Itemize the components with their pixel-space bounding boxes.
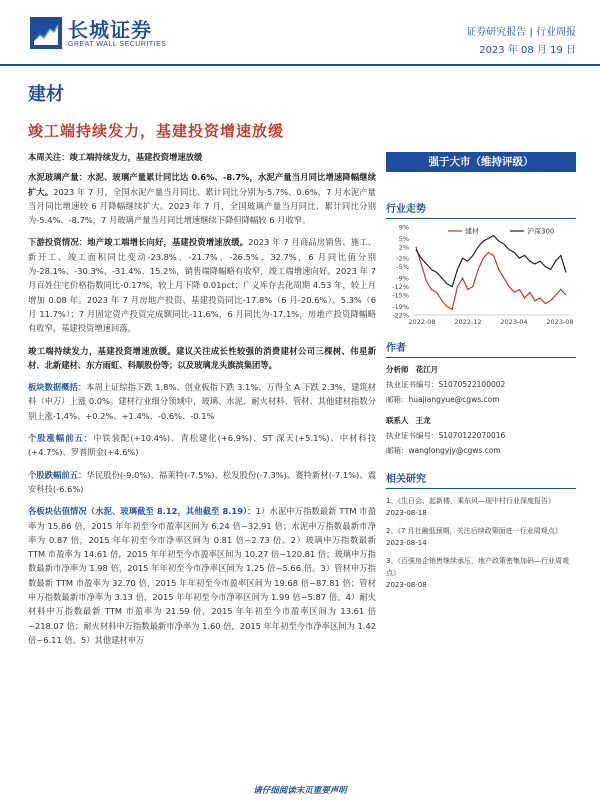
chart-y-tick-label: 2%	[398, 243, 409, 252]
report-type: 证券研究报告 | 行业周报	[466, 27, 576, 38]
chart-series-line	[416, 247, 566, 309]
related-report-2-title[interactable]: 2、《7 月社融低预期，关注后续政策面进一行业周观点》	[386, 527, 562, 535]
analyst-2-cert: 执业证书编号：S1070122070016	[386, 431, 506, 440]
paragraph-production	[28, 170, 376, 227]
chart-y-tick-label: -22%	[392, 311, 409, 320]
weekly-focus	[28, 150, 376, 164]
chart-legend-label: 沪深300	[527, 227, 555, 236]
analyst-2-email[interactable]: 邮箱：wanglongyjy@cgws.com	[386, 446, 501, 455]
company-logo	[30, 16, 166, 50]
trend-chart-svg	[386, 219, 576, 331]
chart-y-tick-label: 5%	[398, 234, 409, 243]
sector-data-label: 板块数据概括：	[28, 382, 87, 393]
chart-x-tick-label: 2022-12	[454, 318, 482, 326]
analyst-1	[386, 362, 576, 407]
paragraph-downstream-text: 2023 年 7 月商品房销售、施工、新开工、竣工面积同比变动-23.8%、-21.7%、-26.5%、32.7%，6 月同比值分别为-28.1%、-30.3%、-31.4%、15.2%，销售端降幅略有收窄，竣工端增速向好。2023 年 7 月百姓住宅价格指数同比-0.17%，较上月下降 0.01pct；广义库存去化周期 4.53 年，较上月增加 0.08 年。2023 年 7 月房地产投资、基建投资同比-17.8%（6 月-20.6%）、5.3%（6 月 11.7%）；7 月固定资产投资完成额同比-11.6%，6 月同比为-17.1%，房地产投资降幅略有收窄，基建投资增速回落。	[28, 237, 376, 334]
paragraph-recommendation	[28, 344, 376, 373]
paragraph-downstream	[28, 235, 376, 335]
paragraph-recommendation-text: 竣工端持续发力，基建投资增速放缓。建议关注成长性较强的消费建材公司三棵树、伟星新材、北新建材、东方雨虹、科顺股份等；以及玻璃龙头旗滨集团等。	[28, 345, 376, 370]
chart-y-tick-label: -5%	[396, 263, 409, 272]
related-report-1-date: 2023-08-18	[386, 509, 427, 517]
chart-x-tick-label: 2023-04	[500, 318, 528, 326]
analyst-1-email[interactable]: 邮箱：huajiangyue@cgws.com	[386, 395, 500, 404]
top-gainers-text: 中铁装配(+10.4%)、青松建化(+6.9%)、ST 深天(+5.1%)、中材科技(+4.7%)、罗普斯金(+4.6%)	[28, 433, 376, 458]
report-body	[28, 150, 376, 655]
sidebar	[386, 150, 576, 597]
trend-section-title: 行业走势	[386, 200, 576, 219]
top-losers-text: 华民股份(-9.0%)、福莱特(-7.5%)、松发股份(-7.3%)、赛特新材(-7.1%)、震安科技(-6.6%)	[28, 469, 376, 494]
logo-english-name: GREAT WALL SECURITIES	[68, 40, 167, 48]
header-divider	[0, 64, 600, 66]
chart-y-tick-label: 9%	[398, 223, 409, 232]
top-gainers-label: 个股涨幅前五：	[28, 433, 94, 444]
industry-name: 建材	[28, 84, 64, 105]
valuation-label: 各板块估值情况（水泥、玻璃截至 8.12，其他截至 8.19）：	[28, 506, 256, 517]
chart-x-tick-label: 2022-08	[408, 318, 436, 326]
related-report-1[interactable]	[386, 495, 576, 519]
chart-y-tick-label: -9%	[396, 274, 409, 283]
related-report-3-title[interactable]: 3、《百强房企销售继续承压，地产政策密集加码—行业周观点》	[386, 557, 569, 577]
chart-y-tick-label: -2%	[396, 254, 409, 263]
valuation-text: 1）水泥申万指数最新 TTM 市盈率为 15.86 倍，2015 年年初至今市盈率区间为 6.24 倍~32.91 倍；水泥申万指数最新市净率为 0.87 倍，2015 年年初至今市净率区间为 0.81 倍~2.73 倍。2）玻璃申万指数最新 TTM 市盈率为 14.61 倍，2015 年年初至今市盈率区间为 10.27 倍~120.81 倍；玻璃申万指数最新市净率为 1.98 倍，2015 年年初至今市净率区间为 1.25 倍~5.66 倍。3）管材申万指数最新 TTM 市盈率为 32.70 倍，2015 年年初至今市盈率区间为 19.68 倍~87.81 倍；管材申万指数最新市净率为 3.13 倍，2015 年年初至今市净率区间为 1.99 倍~5.87 倍。4）耐火材料申万指数最新 TTM 市盈率为 21.59 倍，2015 年年初至今市盈率区间为 13.61 倍~218.07 倍；耐火材料申万指数最新市净率为 1.60 倍，2015 年年初至今市净率区间为 1.42 倍~6.11 倍。5）其他建材申万	[28, 506, 376, 645]
chart-y-tick-label: -19%	[392, 302, 409, 311]
authors-section-title: 作者	[386, 339, 576, 358]
related-section-title: 相关研究	[386, 470, 576, 489]
weekly-focus-label: 本周关注：	[28, 152, 70, 162]
paragraph-valuation	[28, 504, 376, 647]
analyst-1-name: 花江月	[415, 365, 439, 374]
analyst-1-cert: 执业证书编号：S1070522100002	[386, 380, 506, 389]
logo-chinese-name: 长城证券	[68, 17, 152, 42]
paragraph-production-lead: 水泥玻璃产量：水泥、玻璃产量累计同比达 0.6%、-8.7%，水泥产量当月同比增速降幅继续扩大。	[28, 172, 376, 197]
analyst-2-role: 联系人	[386, 416, 409, 425]
top-losers-label: 个股跌幅前五：	[28, 469, 87, 480]
trend-chart	[386, 219, 576, 331]
paragraph-sector-data	[28, 380, 376, 423]
related-report-3[interactable]	[386, 555, 576, 591]
paragraph-top-losers	[28, 468, 376, 497]
related-report-2[interactable]	[386, 525, 576, 549]
rating-badge: 强于大市（维持评级）	[386, 152, 576, 172]
related-report-3-date: 2023-08-08	[386, 581, 427, 589]
related-report-2-date: 2023-08-14	[386, 539, 427, 547]
report-title: 竣工端持续发力，基建投资增速放缓	[28, 122, 285, 140]
analyst-1-role: 分析师	[386, 365, 409, 374]
weekly-focus-text: 竣工端持续发力，基建投资增速放缓	[69, 152, 203, 162]
page-footer-disclaimer: 请仔细阅读末页重要声明	[253, 786, 347, 796]
chart-y-tick-label: -15%	[392, 291, 409, 300]
report-date: 2023 年 08 月 19 日	[479, 45, 576, 56]
related-report-1-title[interactable]: 1、《生日会、起新楼，乘东风—现中村行业深度报告》	[386, 497, 555, 505]
great-wall-logo-icon	[30, 17, 62, 49]
chart-x-tick-label: 2023-08	[546, 318, 574, 326]
chart-legend-label: 建材	[465, 227, 479, 236]
paragraph-top-gainers	[28, 431, 376, 460]
analyst-2	[386, 413, 576, 458]
chart-y-tick-label: -12%	[392, 283, 409, 292]
analyst-2-name: 王龙	[415, 416, 431, 425]
report-header	[0, 0, 600, 64]
paragraph-production-text: 2023 年 7 月，全国水泥产量当月同比、累计同比分别为-5.7%、0.6%，7 月水泥产量当月同比增速较 6 月降幅继续扩大。2023 年 7 月，全国玻璃产量当月同比、累计同比分别为-5.4%、-8.7%，7 月玻璃产量当月同比增速继续下降但降幅较 6 月收窄。	[28, 186, 376, 226]
sector-data-text: 本周上证综指下跌 1.8%、创业板指下跌 3.1%、万得全 A 下跌 2.3%，建筑材料（申万）上涨 0.0%。建材行业细分领域中，玻璃、水泥、耐火材料、管材、其他建材指数分别上涨-1.4%、+0.2%、+1.4%、-0.6%、-0.1%	[28, 382, 376, 421]
paragraph-downstream-lead: 下游投资情况：地产竣工端增长向好，基建投资增速放缓。	[28, 237, 249, 248]
chart-series-line	[416, 236, 566, 287]
